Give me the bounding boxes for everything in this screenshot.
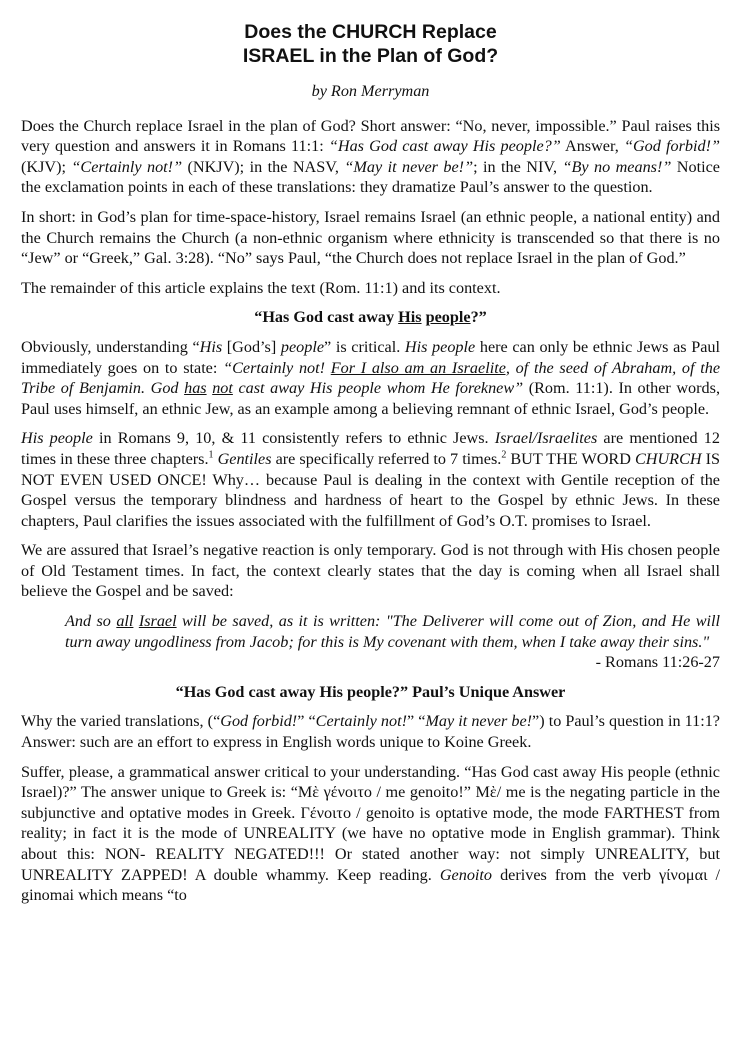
quote-underline-all: all <box>116 612 134 631</box>
p7-italic-god-forbid: God forbid! <box>220 712 298 731</box>
p1-quote-kjv: “God forbid!” <box>623 137 720 156</box>
p4-text-a: Obviously, understanding “ <box>21 337 200 356</box>
p5-italic-israelites: Israel/Israelites <box>494 429 598 448</box>
section-heading-1 <box>21 307 720 328</box>
heading1-text-a: “Has God cast away <box>254 308 399 327</box>
p1-quote-nkjv: “Certainly not!” <box>71 157 183 176</box>
p4-text-c: ” is critical. <box>324 337 405 356</box>
quote-reference: - Romans 11:26-27 <box>595 653 720 672</box>
paragraph-5 <box>21 428 720 531</box>
heading1-underline-people: people <box>425 308 471 327</box>
paragraph-1 <box>21 116 720 198</box>
paragraph-2: In short: in God’s plan for time-space-history, Israel remains Israel (an ethnic people, a national entity) and the Church remains the Church (a non-ethnic organism where ethnicity is transcended so that there is no “Jew” or “Greek,” Gal. 3:28). “No” says Paul, “the Church does not replace Israel in the plan of God.” <box>21 207 720 268</box>
p4-underline-has: has <box>184 379 207 398</box>
scripture-quote <box>21 611 720 673</box>
paragraph-7 <box>21 711 720 752</box>
section-heading-2: “Has God cast away His people?” Paul’s Unique Answer <box>175 682 566 701</box>
p1-text-a: Does the Church replace Israel in the plan of God? Short answer: “No, never, impossible.” Paul raises this very question and answers it in Romans 11:1: <box>21 116 720 156</box>
page-title <box>21 0 720 68</box>
p7-text-b: ” “ <box>297 712 316 731</box>
footnote-ref-2: 2 <box>501 449 507 461</box>
p5-text-a: in Romans 9, 10, & 11 consistently refers to ethnic Jews. <box>92 429 495 448</box>
p5-text-f: IS NOT EVEN USED ONCE! Why… because Paul is dealing in the context with Gentile reception of the Gospel versus the temporary blindness and hardness of heart to the Gospel by ethnic Jews. In these chapters, Paul clarifies the issues associated with the fulfillment of God’s O.T. promises to Israel. <box>21 449 721 530</box>
p4-text-e: (Rom. 11:1). In other words, Paul uses himself, an ethnic Jew, as an example among a believing remnant of ethnic Israel, God’s people. <box>21 379 720 418</box>
p4-italic-seed: of the seed of Abraham, of the Tribe of Benjamin. God <box>21 358 721 398</box>
p1-text-d: (NKJV); in the NASV, <box>182 157 345 176</box>
p7-italic-may-it-never-be: May it never be! <box>425 712 533 731</box>
paragraph-8 <box>21 762 720 906</box>
p5-italic-his-people: His people <box>21 429 93 448</box>
p4-underline-not: not <box>212 379 233 398</box>
p4-italic-foreknew: cast away His people whom He foreknew” <box>232 379 524 398</box>
p7-text-d: ”) to Paul’s question in 11:1? Answer: such are an effort to express in English words unique to Koine Greek. <box>21 712 720 752</box>
p5-italic-gentiles: Gentiles <box>217 449 272 468</box>
p5-italic-church: CHURCH <box>635 449 702 468</box>
p5-text-e: BUT THE WORD <box>506 449 635 468</box>
quote-text-b: will be saved, as it is written: "The Deliverer will come out of Zion, and He will turn away ungodliness from Jacob; for this is My covenant with them, when I take away their sins." <box>65 612 720 651</box>
byline: by Ron Merryman <box>311 82 430 100</box>
p4-italic-people: people <box>280 337 325 356</box>
p4-italic-his: His <box>199 337 223 356</box>
footnote-ref-1: 1 <box>208 449 214 461</box>
title-line-1: Does the CHURCH Replace <box>244 21 497 43</box>
p1-text-f: Notice the exclamation points in each of these translations: they dramatize Paul’s answer to the question. <box>21 157 720 197</box>
quote-underline-israel: Israel <box>138 612 177 631</box>
heading1-underline-his: His <box>398 308 422 327</box>
p8-text-a: Suffer, please, a grammatical answer critical to your understanding. “Has God cast away His people (ethnic Israel)?” The answer unique to Greek is: “Μὲ γένοιτο / me genoito!” Μὲ/ me is the negating particle in the subjunctive and optative modes in Greek. Γένοιτο / genoito is optative mode, the mode FARTHEST from reality; in fact it is the mode of UNREALITY (we have no optative mode in English grammar). Think about this: NON- REALITY NEGATED!!! Or stated another way: not simply UNREALITY, but UNREALITY ZAPPED! A double whammy. Keep reading. <box>21 762 720 884</box>
p1-quote-nasv: “May it never be!” <box>344 157 474 176</box>
p7-text-a: Why the varied translations, (“ <box>21 712 221 731</box>
p4-text-d: here can only be ethnic Jews as Paul immediately goes on to state: <box>21 337 720 377</box>
p4-italic-certainly-not: “Certainly not! <box>223 358 331 377</box>
paragraph-6: We are assured that Israel’s negative reaction is only temporary. God is not through with His chosen people of Old Testament times. In fact, the context clearly states that the day is coming when all Israel shall believe the Gospel and be saved: <box>21 541 720 601</box>
p5-text-d: are specifically referred to 7 times. <box>271 449 502 468</box>
paragraph-4 <box>21 337 720 419</box>
title-line-2: ISRAEL in the Plan of God? <box>242 45 499 67</box>
p4-underline-israelite: For I also am an Israelite, <box>330 358 510 377</box>
p7-italic-certainly-not: Certainly not! <box>315 712 407 731</box>
p1-text-c: (KJV); <box>21 157 72 176</box>
p7-text-c: ” “ <box>406 712 426 731</box>
p1-text-b: Answer, <box>560 137 624 156</box>
p4-text-b: [God’s] <box>222 337 281 356</box>
p1-quote-question: “Has God cast away His people?” <box>328 137 561 156</box>
p1-text-e: ; in the NIV, <box>473 157 563 176</box>
p8-italic-genoito: Genoito <box>439 865 493 884</box>
p5-text-b: are mentioned 12 times in these three chapters. <box>21 429 720 468</box>
p8-text-b: derives from the verb γίνομαι / ginomai which means “to <box>21 865 720 905</box>
p1-quote-niv: “By no means!” <box>562 157 672 176</box>
quote-text-a: And so <box>65 612 117 631</box>
heading1-text-b: ?” <box>470 308 487 327</box>
paragraph-3: The remainder of this article explains the text (Rom. 11:1) and its context. <box>21 278 501 297</box>
p4-italic-his-people: His people <box>404 337 476 356</box>
